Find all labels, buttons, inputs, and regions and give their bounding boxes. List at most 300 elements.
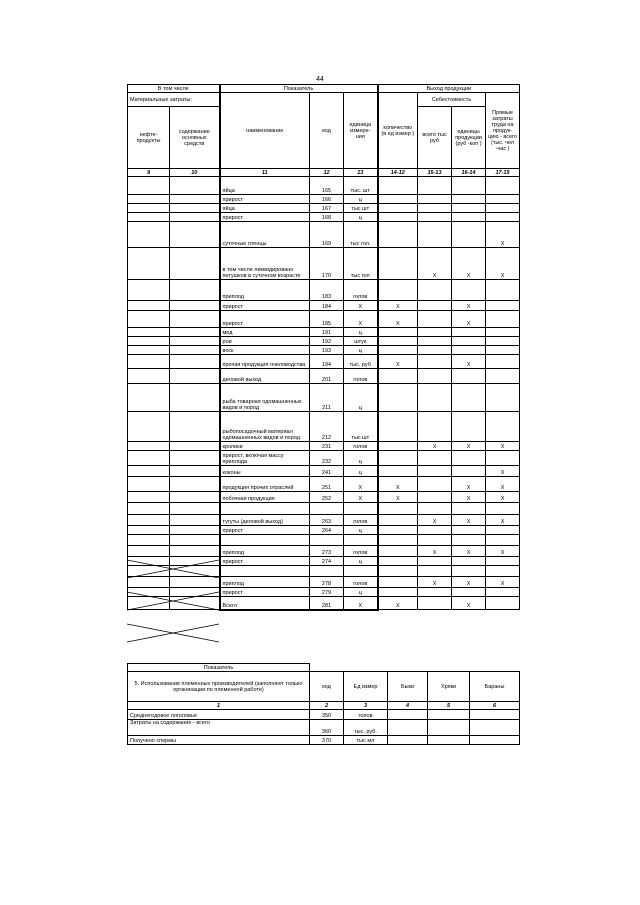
row-trud: X xyxy=(486,442,520,451)
row-unit: тыс шт xyxy=(344,412,378,442)
row-unit: тыс шт xyxy=(344,204,378,213)
row-qty xyxy=(378,280,418,301)
row-trud: X xyxy=(486,577,520,588)
t2-row-unit: тыс мл xyxy=(344,736,388,745)
row-vsego xyxy=(418,328,452,337)
cell-soderzhanie xyxy=(170,369,220,384)
row-trud: X xyxy=(486,466,520,477)
table-row xyxy=(128,546,520,557)
row-vsego xyxy=(418,466,452,477)
table-row xyxy=(128,503,520,515)
row-name: яйца xyxy=(220,204,310,213)
row-vsego xyxy=(418,213,452,222)
row-qty xyxy=(378,328,418,337)
row-name: прочая продукция пчеловодства xyxy=(220,355,310,369)
row-name: коконы xyxy=(220,466,310,477)
row-qty xyxy=(378,222,418,248)
colnum-9: 9 xyxy=(128,169,170,177)
header-kolichestvo: количество (в ед измер ) xyxy=(378,93,418,169)
table-row xyxy=(128,710,520,720)
cell-nefte xyxy=(128,546,170,557)
row-vsego xyxy=(418,588,452,597)
t2-header-hryaki: Хряки xyxy=(428,672,470,702)
row-trud: X xyxy=(486,248,520,280)
table-row xyxy=(128,720,520,736)
table-row xyxy=(128,222,520,248)
row-name: рои xyxy=(220,337,310,346)
cell-nefte xyxy=(128,248,170,280)
row-trud xyxy=(486,346,520,355)
row-ed xyxy=(452,346,486,355)
row-code xyxy=(310,503,344,515)
header-v-tom-chisle: В том числе xyxy=(128,85,220,93)
row-unit: голов xyxy=(344,546,378,557)
cell-nefte xyxy=(128,195,170,204)
cell-soderzhanie xyxy=(170,515,220,526)
colnum-11: 11 xyxy=(220,169,310,177)
row-trud: X xyxy=(486,492,520,503)
cell-nefte xyxy=(128,412,170,442)
row-ed xyxy=(452,204,486,213)
row-code: 192 xyxy=(310,337,344,346)
row-vsego xyxy=(418,526,452,535)
t2-header-barany: Бараны xyxy=(470,672,520,702)
row-ed: X xyxy=(452,301,486,311)
row-trud: X xyxy=(486,546,520,557)
cell-soderzhanie xyxy=(170,177,220,195)
table-row xyxy=(128,535,520,546)
cell-nefte xyxy=(128,535,170,546)
breeding-table xyxy=(127,663,520,745)
table-row xyxy=(128,213,520,222)
row-vsego: X xyxy=(418,248,452,280)
row-code: 251 xyxy=(310,477,344,492)
row-ed xyxy=(452,177,486,195)
row-name: деловой выход xyxy=(220,369,310,384)
row-qty xyxy=(378,177,418,195)
row-qty xyxy=(378,346,418,355)
row-ed xyxy=(452,280,486,301)
row-trud xyxy=(486,588,520,597)
t2-row-name: Получено спермы xyxy=(128,736,310,745)
table-row xyxy=(128,346,520,355)
row-ed xyxy=(452,384,486,412)
row-name xyxy=(220,535,310,546)
row-ed xyxy=(452,412,486,442)
row-trud xyxy=(486,311,520,328)
row-ed: X xyxy=(452,248,486,280)
row-vsego: X xyxy=(418,442,452,451)
cell-nefte xyxy=(128,213,170,222)
row-name: продукция прочих отраслей xyxy=(220,477,310,492)
cell-soderzhanie xyxy=(170,328,220,337)
row-code: 264 xyxy=(310,526,344,535)
row-qty xyxy=(378,213,418,222)
row-name: кролики xyxy=(220,442,310,451)
row-trud xyxy=(486,337,520,346)
row-code: 167 xyxy=(310,204,344,213)
row-qty xyxy=(378,412,418,442)
t2-row-name: Затраты на содержание - всего xyxy=(128,720,310,736)
row-unit: ц xyxy=(344,384,378,412)
row-name: рыба товарная одомашненных видов и пород xyxy=(220,384,310,412)
t2-header-kod: код xyxy=(310,672,344,702)
colnum-12: 12 xyxy=(310,169,344,177)
row-trud: X xyxy=(486,515,520,526)
header-kod: код xyxy=(310,93,344,169)
row-code: 194 xyxy=(310,355,344,369)
row-qty xyxy=(378,384,418,412)
row-code: 165 xyxy=(310,177,344,195)
row-vsego xyxy=(418,384,452,412)
colnum-13: 13 xyxy=(344,169,378,177)
row-code: 281 xyxy=(310,597,344,610)
row-code: 166 xyxy=(310,195,344,204)
row-name: прирост xyxy=(220,526,310,535)
row-trud xyxy=(486,557,520,566)
row-qty xyxy=(378,248,418,280)
row-unit: ц xyxy=(344,588,378,597)
row-name: прирост xyxy=(220,311,310,328)
row-trud xyxy=(486,451,520,466)
row-code xyxy=(310,535,344,546)
row-unit: ц xyxy=(344,346,378,355)
cell-nefte xyxy=(128,328,170,337)
table-row xyxy=(128,736,520,745)
table-row xyxy=(128,204,520,213)
row-ed xyxy=(452,526,486,535)
table-row xyxy=(128,384,520,412)
row-qty xyxy=(378,588,418,597)
row-name: прирост xyxy=(220,195,310,204)
row-vsego xyxy=(418,492,452,503)
t2-row-code: 350 xyxy=(310,710,344,720)
row-qty xyxy=(378,546,418,557)
row-ed: X xyxy=(452,492,486,503)
cell-soderzhanie xyxy=(170,492,220,503)
row-unit: голов xyxy=(344,442,378,451)
colnum-17-15: 17-15 xyxy=(486,169,520,177)
row-vsego xyxy=(418,177,452,195)
cell-nefte xyxy=(128,515,170,526)
row-ed xyxy=(452,557,486,566)
row-qty xyxy=(378,515,418,526)
row-qty xyxy=(378,204,418,213)
row-vsego xyxy=(418,280,452,301)
row-qty: X xyxy=(378,355,418,369)
row-vsego xyxy=(418,451,452,466)
row-unit: ц xyxy=(344,213,378,222)
header-naimenovanie: наименование xyxy=(220,93,310,169)
t2-colnum-6: 6 xyxy=(470,702,520,710)
row-name: прирост xyxy=(220,557,310,566)
row-qty xyxy=(378,566,418,577)
row-name xyxy=(220,566,310,577)
row-code: 274 xyxy=(310,557,344,566)
row-unit: голов xyxy=(344,515,378,526)
row-qty: X xyxy=(378,311,418,328)
row-name: побочная продукция xyxy=(220,492,310,503)
row-code: 183 xyxy=(310,280,344,301)
table-row xyxy=(128,442,520,451)
row-unit: X xyxy=(344,492,378,503)
row-qty xyxy=(378,337,418,346)
cell-soderzhanie xyxy=(170,311,220,328)
row-trud xyxy=(486,204,520,213)
row-code: 185 xyxy=(310,311,344,328)
row-unit: ц xyxy=(344,195,378,204)
row-name: приплод xyxy=(220,577,310,588)
row-vsego xyxy=(418,311,452,328)
row-trud xyxy=(486,355,520,369)
row-unit: голов xyxy=(344,369,378,384)
row-unit: ц xyxy=(344,328,378,337)
row-name: суточные птенцы xyxy=(220,222,310,248)
table-row xyxy=(128,195,520,204)
row-ed: X xyxy=(452,477,486,492)
header-vyhod: Выход продукции xyxy=(378,85,520,93)
row-trud: X xyxy=(486,477,520,492)
row-trud xyxy=(486,280,520,301)
row-code: 212 xyxy=(310,412,344,442)
row-unit xyxy=(344,503,378,515)
row-qty xyxy=(378,557,418,566)
t2-row-unit: голов xyxy=(344,710,388,720)
row-vsego xyxy=(418,355,452,369)
row-unit: ц xyxy=(344,451,378,466)
row-qty xyxy=(378,451,418,466)
row-unit: X xyxy=(344,477,378,492)
cell-nefte xyxy=(128,204,170,213)
cell-soderzhanie xyxy=(170,195,220,204)
row-code: 193 xyxy=(310,346,344,355)
row-unit: X xyxy=(344,301,378,311)
row-qty xyxy=(378,535,418,546)
cell-nefte xyxy=(128,346,170,355)
row-trud xyxy=(486,195,520,204)
cell-soderzhanie xyxy=(170,346,220,355)
row-vsego xyxy=(418,195,452,204)
row-unit: голов xyxy=(344,577,378,588)
table-row xyxy=(128,369,520,384)
table-row xyxy=(128,177,520,195)
row-unit: тыс гол. xyxy=(344,222,378,248)
row-unit: тыс гол xyxy=(344,248,378,280)
cell-soderzhanie xyxy=(170,503,220,515)
row-vsego: X xyxy=(418,515,452,526)
row-trud xyxy=(486,503,520,515)
row-code: 168 xyxy=(310,213,344,222)
cell-soderzhanie xyxy=(170,204,220,213)
t2-colnum-2: 2 xyxy=(310,702,344,710)
row-ed xyxy=(452,588,486,597)
row-unit: тыс. руб xyxy=(344,355,378,369)
row-trud xyxy=(486,301,520,311)
header-edinicy: единицы продукции (руб -коп ) xyxy=(452,107,486,169)
cell-soderzhanie xyxy=(170,535,220,546)
row-name: прирост, включая массу приплода xyxy=(220,451,310,466)
cell-soderzhanie xyxy=(170,546,220,557)
row-ed: X xyxy=(452,442,486,451)
row-name: рыбопосадочный материал одомашненных видов и пород xyxy=(220,412,310,442)
row-vsego xyxy=(418,477,452,492)
colnum-10: 10 xyxy=(170,169,220,177)
row-code: 278 xyxy=(310,577,344,588)
row-name: мед xyxy=(220,328,310,337)
table-row xyxy=(128,466,520,477)
table-row xyxy=(128,280,520,301)
row-ed: X xyxy=(452,355,486,369)
cell-nefte xyxy=(128,311,170,328)
row-name: прирост xyxy=(220,301,310,311)
cell-nefte xyxy=(128,477,170,492)
table-row xyxy=(128,526,520,535)
row-unit xyxy=(344,535,378,546)
row-trud xyxy=(486,535,520,546)
t2-colnum-4: 4 xyxy=(388,702,428,710)
row-qty xyxy=(378,442,418,451)
table-row xyxy=(128,248,520,280)
table-row xyxy=(128,328,520,337)
cell-soderzhanie xyxy=(170,337,220,346)
row-qty: X xyxy=(378,477,418,492)
row-name: Всего xyxy=(220,597,310,610)
row-name: приплод xyxy=(220,280,310,301)
table-row xyxy=(128,451,520,466)
t2-colnum-5: 5 xyxy=(428,702,470,710)
row-ed xyxy=(452,535,486,546)
cell-nefte xyxy=(128,492,170,503)
header-nefte: нефте-продукты xyxy=(128,107,170,169)
row-code: 263 xyxy=(310,515,344,526)
row-qty xyxy=(378,369,418,384)
row-qty xyxy=(378,195,418,204)
row-code: 273 xyxy=(310,546,344,557)
table-row xyxy=(128,477,520,492)
t2-row-code: 360 xyxy=(310,720,344,736)
row-code xyxy=(310,566,344,577)
t2-header-ed-izmer: Ед измер xyxy=(344,672,388,702)
table-row xyxy=(128,337,520,346)
row-code: 241 xyxy=(310,466,344,477)
row-vsego: X xyxy=(418,577,452,588)
cell-nefte xyxy=(128,337,170,346)
cell-soderzhanie xyxy=(170,526,220,535)
row-trud xyxy=(486,369,520,384)
cell-nefte xyxy=(128,451,170,466)
row-ed: X xyxy=(452,311,486,328)
table-row xyxy=(128,311,520,328)
header-pryamye: Прямые затраты труда на продук-цию - всего (тыс. чел -час ) xyxy=(486,93,520,169)
header-pokazatel: Показатель xyxy=(220,85,378,93)
row-name: в том числе ликвидировано петушков в суточном возрасте xyxy=(220,248,310,280)
cell-nefte xyxy=(128,442,170,451)
cell-nefte xyxy=(128,526,170,535)
cell-soderzhanie xyxy=(170,451,220,466)
row-ed: X xyxy=(452,546,486,557)
crossed-cells xyxy=(127,556,219,648)
header-material: Материальные затраты: xyxy=(128,93,220,107)
row-code: 184 xyxy=(310,301,344,311)
table-row xyxy=(128,355,520,369)
cell-soderzhanie xyxy=(170,477,220,492)
cell-soderzhanie xyxy=(170,222,220,248)
t2-colnum-1: 1 xyxy=(128,702,310,710)
row-ed xyxy=(452,566,486,577)
row-code: 211 xyxy=(310,384,344,412)
row-name: воск xyxy=(220,346,310,355)
row-ed xyxy=(452,195,486,204)
row-qty xyxy=(378,466,418,477)
row-ed xyxy=(452,222,486,248)
row-code: 191 xyxy=(310,328,344,337)
row-name: яйца xyxy=(220,177,310,195)
cell-nefte xyxy=(128,466,170,477)
colnum-16-14: 16-14 xyxy=(452,169,486,177)
t2-row-name: Среднегодовое поголовье xyxy=(128,710,310,720)
row-name: прирост xyxy=(220,588,310,597)
row-qty xyxy=(378,503,418,515)
row-unit: тыс. шт xyxy=(344,177,378,195)
row-code: 252 xyxy=(310,492,344,503)
t2-section-title: 5. Использование племенных производителей (заполняют только организации по племенной работе) xyxy=(128,672,310,702)
header-vsego: всего тыс руб xyxy=(418,107,452,169)
row-qty: X xyxy=(378,301,418,311)
row-unit: ц xyxy=(344,466,378,477)
row-unit: X xyxy=(344,597,378,610)
row-code: 169 xyxy=(310,222,344,248)
t2-header-byki: Быки xyxy=(388,672,428,702)
row-vsego: X xyxy=(418,546,452,557)
cell-nefte xyxy=(128,177,170,195)
row-trud xyxy=(486,328,520,337)
row-vsego xyxy=(418,566,452,577)
row-qty xyxy=(378,577,418,588)
row-vsego xyxy=(418,369,452,384)
cell-soderzhanie xyxy=(170,248,220,280)
cell-soderzhanie xyxy=(170,280,220,301)
row-vsego xyxy=(418,557,452,566)
row-code: 201 xyxy=(310,369,344,384)
row-vsego xyxy=(418,346,452,355)
cell-nefte xyxy=(128,384,170,412)
colnum-15-13: 15-13 xyxy=(418,169,452,177)
table-row xyxy=(128,515,520,526)
row-vsego xyxy=(418,337,452,346)
row-code: 279 xyxy=(310,588,344,597)
row-qty xyxy=(378,526,418,535)
t2-header-pokazatel: Показатель xyxy=(128,664,310,672)
cell-soderzhanie xyxy=(170,355,220,369)
row-name xyxy=(220,503,310,515)
cell-nefte xyxy=(128,301,170,311)
cell-nefte xyxy=(128,222,170,248)
row-trud xyxy=(486,213,520,222)
row-ed: X xyxy=(452,515,486,526)
row-unit: X xyxy=(344,311,378,328)
row-ed xyxy=(452,503,486,515)
table-row xyxy=(128,492,520,503)
row-name: прирост xyxy=(220,213,310,222)
row-trud: X xyxy=(486,222,520,248)
t2-row-unit: тыс. руб. xyxy=(344,720,388,736)
row-ed: X xyxy=(452,577,486,588)
row-qty: X xyxy=(378,492,418,503)
header-soderzhanie: содержание основных средств xyxy=(170,107,220,169)
row-ed xyxy=(452,451,486,466)
row-ed xyxy=(452,466,486,477)
row-trud xyxy=(486,597,520,610)
